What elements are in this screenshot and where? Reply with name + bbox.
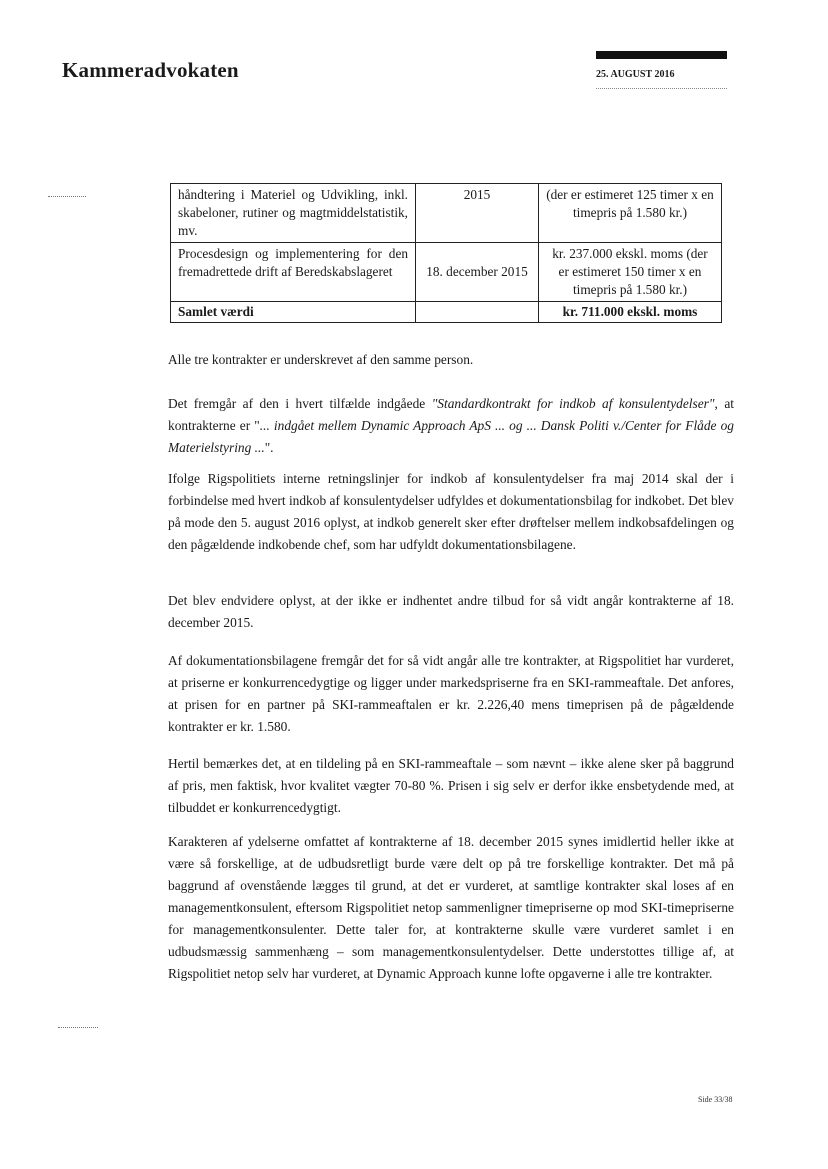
date-divider [596, 88, 727, 89]
paragraph-signatures: Alle tre kontrakter er underskrevet af den samme person. [168, 352, 474, 367]
row-amount: kr. 237.000 ekskl. moms (der er estimeret 150 timer x en timepris på 1.580 kr.) [539, 242, 722, 301]
row-description: håndtering i Materiel og Udvikling, inkl. skabeloner, rutiner og magtmiddelstatistik, mv. [171, 184, 416, 243]
p2-contract-title: "Standardkontrakt for indkob af konsulentydelser" [431, 396, 715, 411]
header-bar [596, 51, 727, 59]
row-amount: (der er estimeret 125 timer x en timepris på 1.580 kr.) [539, 184, 722, 243]
total-amount: kr. 711.000 ekskl. moms [539, 301, 722, 322]
table-row [171, 184, 722, 243]
row-description: Procesdesign og implementering for den fremadrettede drift af Beredskabslageret [171, 242, 416, 301]
total-date [416, 301, 539, 322]
margin-mark-top [48, 196, 86, 197]
paragraph-no-other-offers: Det blev endvidere oplyst, at der ikke er indhentet andre tilbud for så vidt angår kontrakterne af 18. december 2015. [168, 593, 734, 630]
paragraph-conclusion: Karakteren af ydelserne omfattet af kontrakterne af 18. december 2015 synes imidlertid heller ikke at være så forskellige, at de udbudsretligt burde være delt op på tre forskellige kontrakter. Det må på baggrund af ovenstående lægges til grund, at det er vurderet, at samtlige kontrakter skal loses af en managementkonsulent, eftersom Rigspolitiet netop sammenligner timepriserne op mod SKI-timepriserne for managementkonsulenter. Dette taler for, at kontrakterne skulle være vurderet samlet i en udbudsmæssig sammenhæng – som managementkonsulentydelser. Dette understottes tillige af, at Rigspolitiet netop selv har vurderet, at Dynamic Approach kunne lofte opgaverne i alle tre kontrakter. [168, 834, 734, 981]
p2-text-mid: , at kontrakterne er " [168, 396, 735, 433]
paragraph-standard-contract [168, 393, 734, 459]
p2-contract-quote: ... indgået mellem Dynamic Approach ApS ... og ... Dansk Politi v./Center for Flåde og Materielstyring ... [168, 418, 734, 455]
contracts-table [170, 183, 722, 323]
paragraph-ski-assessment: Hertil bemærkes det, at en tildeling på en SKI-rammeaftale – som nævnt – ikke alene sker på baggrund af pris, men faktisk, hvor kvalitet vægter 70-80 %. Prisen i sig selv er derfor ikke ensbetydende med, at tilbuddet er konkurrencedygtigt. [168, 756, 734, 815]
document-date: 25. AUGUST 2016 [596, 69, 675, 80]
row-date: 18. december 2015 [416, 242, 539, 301]
paragraph-documentation: Af dokumentationsbilagene fremgår det for så vidt angår alle tre kontrakter, at Rigspolitiet har vurderet, at priserne er konkurrencedygtige og ligger under markedspriserne fra en SKI-rammeaftale. Det anfores, at prisen for en partner på SKI-rammeaftalen er kr. 2.226,40 mens timeprisen på de pågældende kontrakter er kr. 1.580. [168, 653, 734, 734]
total-label: Samlet værdi [171, 301, 416, 322]
p2-text-start: Det fremgår af den i hvert tilfælde indgåede [168, 396, 432, 411]
table-row [171, 242, 722, 301]
row-date: 2015 [416, 184, 539, 243]
kammeradvokaten-logo: Kammeradvokaten [62, 58, 239, 82]
page-number: Side 33/38 [698, 1095, 733, 1104]
p2-text-end: ". [264, 440, 274, 455]
paragraph-guidelines: Ifolge Rigspolitiets interne retningslinjer for indkob af konsulentydelser fra maj 2014 skal der i forbindelse med hvert indkob af konsulentydelser udfyldes et dokumentationsbilag for indkobet. Det blev på mode den 5. august 2016 oplyst, at indkob generelt sker efter drøftelser mellem indkobsafdelingen og den pågældende indkobende chef, som har udfyldt dokumentationsbilagene. [168, 471, 734, 552]
margin-mark-bottom [58, 1027, 98, 1028]
table-total-row [171, 301, 722, 322]
